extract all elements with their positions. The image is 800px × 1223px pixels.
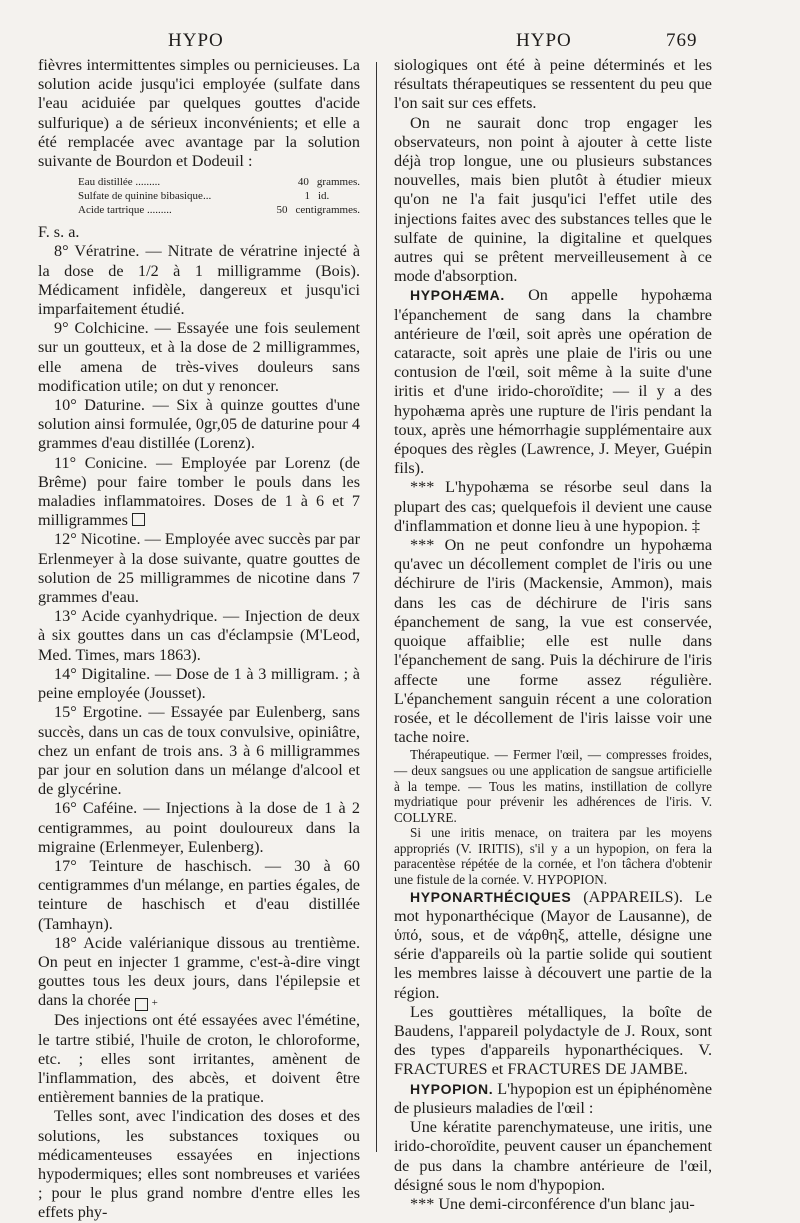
recipe-unit: id.: [318, 190, 330, 203]
left-column: [38, 56, 360, 1223]
entry-acide-cyanhydrique: 13° Acide cyanhydrique. — Injection de deux à six gouttes dans un cas d'éclampsie (M'Leod, Med. Times, mars 1863).: [38, 607, 360, 664]
headword-hyponarthecques: HYPONARTHÉCIQUES: [410, 888, 572, 905]
entry-hypopion-text: L'hypopion est un épiphénomène de plusieurs maladies de l'œil :: [394, 1079, 712, 1117]
entry-veratrine: 8° Vératrine. — Nitrate de vératrine injecté à la dose de 1/2 à 1 milligramme (Bois). Médicament infidèle, dangereux et jusqu'ici imparfaitement étudié.: [38, 242, 360, 319]
recipe-qty: 1: [304, 190, 310, 203]
entry-cafeine: 16° Caféine. — Injections à la dose de 1 à 2 centigrammes, au point douloureux dans la migraine (Erlenmeyer, Eulenberg).: [38, 799, 360, 856]
recipe-unit: centigrammes.: [295, 204, 360, 217]
box-symbol-icon: [132, 513, 145, 526]
column-rule: [376, 62, 377, 1152]
paragraph: Une kératite parenchymateuse, une iritis, une irido-choroïdite, peuvent causer un épanchement de pus dans la chambre antérieure de l'œil, désigné sous le nom d'hypopion.: [394, 1118, 712, 1194]
recipe-row: [78, 175, 360, 189]
running-head-left: HYPO: [168, 30, 224, 51]
recipe-ingredient: Sulfate de quinine bibasique...: [78, 190, 212, 203]
paragraph: Telles sont, avec l'indication des doses et des solutions, les substances toxiques ou médicamenteuses essayées en injections hypodermiques; elles sont nombreuses et variées ; pour le plus grand nombre d'entre elles les effets phy-: [38, 1107, 360, 1222]
recipe-qty: 40: [297, 176, 309, 189]
paragraph: On ne saurait donc trop engager les observateurs, non point à ajouter à cette liste déjà trop longue, une ou plusieurs substances nouvelles, mais bien plutôt à étudier mieux qu'on ne l'a fait jusqu'ici l'effet utile des injections faites avec des substances telles que le sulfate de quinine, la digitaline et quelques autres qui se prêtent merveilleusement à ce mode d'absorption.: [394, 113, 712, 286]
recipe-table: [78, 175, 360, 217]
entry-conicine: [38, 454, 360, 531]
entry-hypopion: [394, 1080, 712, 1118]
headword-hypopion: HYPOPION.: [410, 1080, 494, 1097]
boxed-plus-icon: +: [135, 998, 148, 1011]
recipe-unit: grammes.: [316, 176, 360, 189]
paragraph: *** L'hypohæma se résorbe seul dans la plupart des cas; quelquefois il devient une cause d'inflammation et donne lieu à une hypopion. ‡: [394, 478, 712, 535]
running-head-right: HYPO: [516, 30, 572, 51]
entry-nicotine: 12° Nicotine. — Employée avec succès par par Erlenmeyer à la dose suivante, quatre gouttes de solution de 25 milligrammes de nicotine dans 7 grammes d'eau.: [38, 530, 360, 607]
recipe-row: [78, 189, 360, 203]
entry-acide-valerianique: [38, 934, 360, 1012]
entry-ergotine: 15° Ergotine. — Essayée par Eulenberg, sans succès, dans un cas de toux convulsive, opiniâtre, chez un enfant de trois ans. 3 à 6 milligrammes par jour en solution dans un mélange d'alcool et de glycérine.: [38, 703, 360, 799]
entry-colchicine: 9° Colchicine. — Essayée une fois seulement sur un goutteux, et à la dose de 2 milligrammes, elle amena de très-vives douleurs sans modification utile; on dut y renoncer.: [38, 319, 360, 395]
recipe-ingredient: Eau distillée .........: [78, 176, 161, 189]
paragraph: Les gouttières métalliques, la boîte de Baudens, l'appareil polydactyle de J. Roux, sont des types d'appareils hyponarthéciques. V. FRACTURES et FRACTURES DE JAMBE.: [394, 1002, 712, 1079]
entry-hyponarthecques: [394, 888, 712, 1003]
paragraph: Des injections ont été essayées avec l'émétine, le tartre stibié, l'huile de croton, le chloroforme, etc. ; elles sont irritantes, amènent de l'inflammation, des abcès, et doivent être entièrement bannies de la pratique.: [38, 1011, 360, 1107]
headword-hypohaema: HYPOHÆMA.: [410, 287, 505, 304]
right-column: [394, 56, 712, 1214]
entry-hypohaema-text: On appelle hypohæma l'épanchement de sang dans la chambre antérieure de l'œil, soit après une opération de cataracte, soit après une plaie de l'iris ou une contusion de l'œil, soit même à la suite d'une iritis et d'une irido-choroïdite; — il y a des hypohæma après une rupture de l'iris pendant la toux, après une hémorrhagie supplémentaire aux époques des règles (Lawrence, J. Meyer, Guépin fils).: [394, 286, 713, 478]
entry-hypohaema: [394, 286, 712, 478]
therapeutique-note: Thérapeutique. — Fermer l'œil, — compresses froides, — deux sangsues ou une application de sangsue artificielle à la tempe. — Tous les matins, instillation de collyre mydriatique pour prévenir les adhérences de l'iris. V. COLLYRE.: [394, 747, 712, 825]
iritis-note: Si une iritis menace, on traitera par les moyens appropriés (V. IRITIS), s'il y a un hypopion, on fera la paracentèse répétée de la cornée, et l'on tâchera d'obtenir une fistule de la cornée. V. HYPOPION.: [394, 825, 712, 888]
entry-conicine-text: 11° Conicine. — Employée par Lorenz (de Brême) pour faire tomber le pouls dans les maladies inflammatoires. Doses de 1 à 6 et 7 milligrammes: [38, 453, 360, 530]
recipe-ingredient: Acide tartrique .........: [78, 204, 172, 217]
paragraph: siologiques ont été à peine déterminés et les résultats thérapeutiques se ressentent du peu que l'on sait sur ces effets.: [394, 56, 712, 113]
entry-daturine: 10° Daturine. — Six à quinze gouttes d'une solution ainsi formulée, 0gr,05 de daturine pour 4 grammes d'eau distillée (Lorenz).: [38, 396, 360, 453]
recipe-fsa: F. s. a.: [38, 223, 80, 242]
paragraph: *** Une demi-circonférence d'un blanc jau-: [410, 1194, 695, 1213]
paragraph: *** On ne peut confondre un hypohæma qu'avec un décollement complet de l'iris ou une déchirure de l'iris (Mackensie, Ammon), mais dans les cas de déchirure de l'iris sans épanchement de sang, la vue est conservée, quoique affaiblie; elle est nulle dans l'épanchement de sang. Puis la déchirure de l'iris affecte une forme assez régulière. L'épanchement sanguin récent a une coloration rosée, et le décollement de l'iris laisse voir une tache noire.: [394, 536, 712, 747]
recipe-row: [78, 203, 360, 217]
entry-digitaline: 14° Digitaline. — Dose de 1 à 3 milligram. ; à peine employée (Jousset).: [38, 664, 360, 703]
page-number: 769: [666, 30, 698, 51]
entry-haschisch: 17° Teinture de haschisch. — 30 à 60 centigrammes d'un mélange, en parties égales, de teinture de haschisch et d'eau distillée (Tamhayn).: [38, 856, 360, 933]
entry-valerianique-text: 18° Acide valérianique dissous au trentième. On peut en injecter 1 gramme, c'est-à-dire vingt gouttes tous les deux jours, dans l'épilepsie et dans la chorée: [38, 933, 360, 1010]
entry-hyponarthecques-text: (APPAREILS). Le mot hyponarthécique (Mayor de Lausanne), de ὑπό, sous, et de νάρθηξ, attelle, désigne une série d'appareils où la partie solide qui soutient les membres laisse à découvert une partie de la région.: [394, 887, 712, 1002]
paragraph: fièvres intermittentes simples ou pernicieuses. La solution acide jusqu'ici employée (sulfate dans l'eau aciduiée par quelques gouttes d'acide sulfurique) a de sérieux inconvénients; et elle a été remplacée avec avantage par la solution suivante de Bourdon et Dodeuil :: [38, 56, 360, 171]
recipe-qty: 50: [276, 204, 288, 217]
